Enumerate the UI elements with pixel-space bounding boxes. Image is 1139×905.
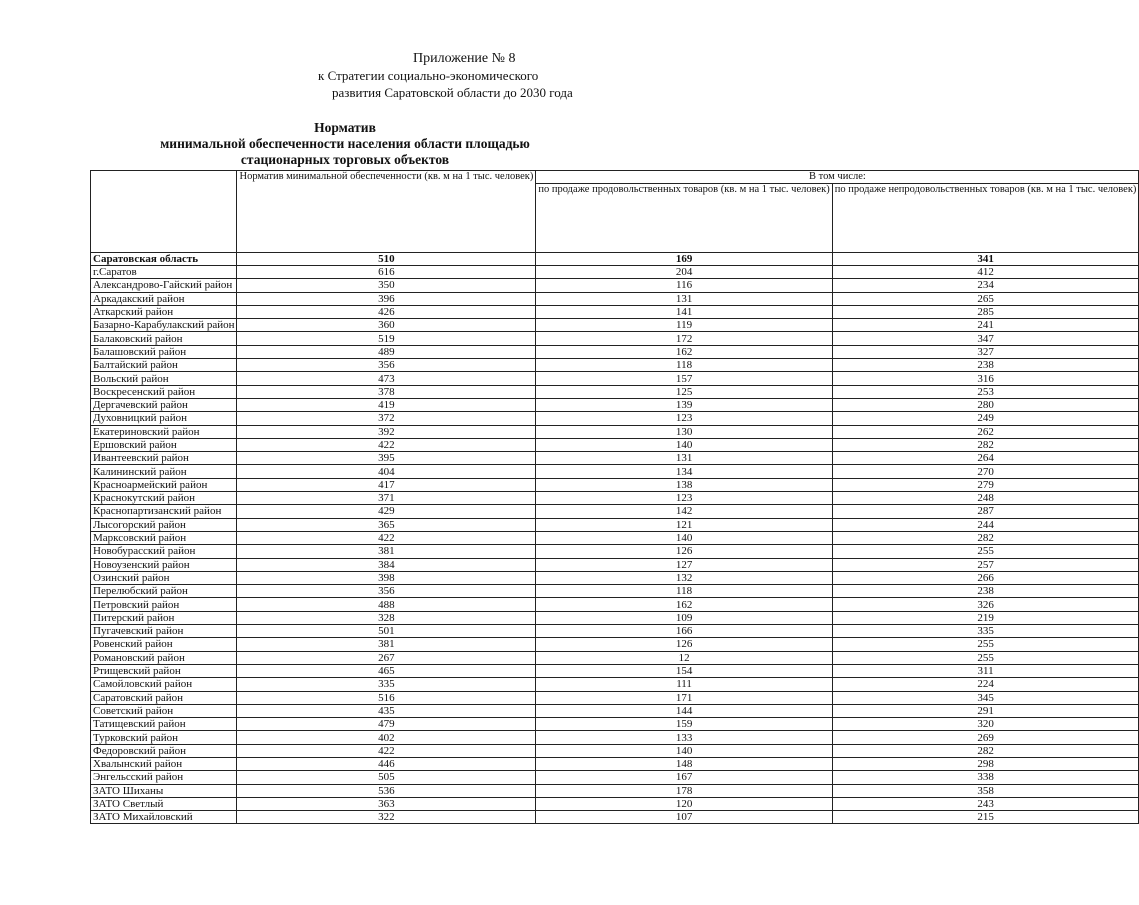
cell-norm: 489 [237,345,536,358]
table-row [91,771,1139,784]
cell-norm: 422 [237,438,536,451]
title-line-2: минимальной обеспеченности населения области площадью [160,136,530,151]
table-row [91,438,1139,451]
cell-nonfood: 238 [832,359,1139,372]
total-nonfood: 341 [832,253,1139,266]
cell-nonfood: 287 [832,505,1139,518]
table-row [91,664,1139,677]
cell-name: Краснопартизанский район [91,505,237,518]
cell-name: г.Саратов [91,266,237,279]
cell-nonfood: 215 [832,811,1139,824]
table-row [91,797,1139,810]
cell-name: Турковский район [91,731,237,744]
header-region-column [91,171,237,253]
cell-name: Аркадакский район [91,292,237,305]
cell-nonfood: 266 [832,571,1139,584]
cell-norm: 505 [237,771,536,784]
cell-name: Александрово-Гайский район [91,279,237,292]
table-row [91,678,1139,691]
cell-norm: 322 [237,811,536,824]
cell-norm: 356 [237,585,536,598]
cell-norm: 404 [237,465,536,478]
cell-nonfood: 282 [832,438,1139,451]
cell-name: Лысогорский район [91,518,237,531]
cell-food: 107 [536,811,832,824]
table-row [91,372,1139,385]
cell-norm: 402 [237,731,536,744]
cell-nonfood: 335 [832,625,1139,638]
table-row [91,505,1139,518]
cell-name: Питерский район [91,611,237,624]
cell-nonfood: 311 [832,664,1139,677]
cell-norm: 488 [237,598,536,611]
cell-nonfood: 249 [832,412,1139,425]
title-line-3: стационарных торговых объектов [240,152,450,167]
cell-name: Вольский район [91,372,237,385]
header-including: В том числе: [536,171,1139,184]
cell-nonfood: 253 [832,385,1139,398]
table-row [91,332,1139,345]
cell-name: Калининский район [91,465,237,478]
total-food: 169 [536,253,832,266]
cell-name: ЗАТО Михайловский [91,811,237,824]
cell-nonfood: 298 [832,757,1139,770]
cell-norm: 422 [237,531,536,544]
cell-food: 140 [536,744,832,757]
cell-food: 134 [536,465,832,478]
cell-norm: 267 [237,651,536,664]
cell-name: Воскресенский район [91,385,237,398]
table-row [91,691,1139,704]
table-row [91,465,1139,478]
cell-name: Балаковский район [91,332,237,345]
table-row [91,638,1139,651]
table-row [91,279,1139,292]
cell-nonfood: 269 [832,731,1139,744]
cell-nonfood: 234 [832,279,1139,292]
table-row [91,704,1139,717]
cell-norm: 395 [237,452,536,465]
cell-nonfood: 255 [832,638,1139,651]
table-row [91,292,1139,305]
table-row [91,452,1139,465]
cell-name: Перелюбский район [91,585,237,598]
cell-nonfood: 224 [832,678,1139,691]
cell-food: 172 [536,332,832,345]
table-row [91,744,1139,757]
cell-nonfood: 358 [832,784,1139,797]
cell-food: 118 [536,359,832,372]
cell-nonfood: 291 [832,704,1139,717]
cell-nonfood: 243 [832,797,1139,810]
cell-name: Краснокутский район [91,492,237,505]
table-row [91,412,1139,425]
table-row [91,731,1139,744]
cell-norm: 381 [237,638,536,651]
table-row [91,345,1139,358]
cell-nonfood: 219 [832,611,1139,624]
cell-name: Новоузенский район [91,558,237,571]
cell-food: 126 [536,638,832,651]
cell-name: ЗАТО Светлый [91,797,237,810]
cell-norm: 516 [237,691,536,704]
cell-nonfood: 282 [832,744,1139,757]
cell-food: 12 [536,651,832,664]
cell-norm: 392 [237,425,536,438]
cell-food: 111 [536,678,832,691]
cell-food: 123 [536,412,832,425]
table-row [91,585,1139,598]
cell-food: 178 [536,784,832,797]
cell-norm: 519 [237,332,536,345]
table-row [91,518,1139,531]
cell-name: Советский район [91,704,237,717]
cell-nonfood: 244 [832,518,1139,531]
table-row [91,558,1139,571]
table-row [91,611,1139,624]
cell-food: 125 [536,385,832,398]
cell-norm: 422 [237,744,536,757]
table-row [91,478,1139,491]
cell-food: 119 [536,319,832,332]
cell-name: Красноармейский район [91,478,237,491]
cell-food: 132 [536,571,832,584]
cell-nonfood: 238 [832,585,1139,598]
cell-name: Новобурасский район [91,545,237,558]
cell-name: Дергачевский район [91,398,237,411]
table-row [91,811,1139,824]
cell-nonfood: 241 [832,319,1139,332]
cell-food: 142 [536,505,832,518]
cell-norm: 363 [237,797,536,810]
table-row [91,625,1139,638]
cell-norm: 616 [237,266,536,279]
table-row [91,571,1139,584]
cell-nonfood: 248 [832,492,1139,505]
cell-name: Ивантеевский район [91,452,237,465]
cell-food: 131 [536,292,832,305]
cell-nonfood: 316 [832,372,1139,385]
table-header-row [91,171,1139,184]
cell-norm: 473 [237,372,536,385]
cell-name: Аткарский район [91,305,237,318]
table-row [91,651,1139,664]
cell-nonfood: 320 [832,718,1139,731]
cell-food: 130 [536,425,832,438]
total-name: Саратовская область [91,253,237,266]
cell-food: 139 [536,398,832,411]
cell-food: 154 [536,664,832,677]
cell-food: 166 [536,625,832,638]
header-nonfood: по продаже непродовольственных товаров (кв. м на 1 тыс. человек) [832,184,1139,253]
cell-norm: 446 [237,757,536,770]
cell-nonfood: 265 [832,292,1139,305]
cell-norm: 350 [237,279,536,292]
cell-norm: 501 [237,625,536,638]
cell-food: 162 [536,598,832,611]
document-title [60,120,630,168]
cell-norm: 356 [237,359,536,372]
header-norm: Норматив минимальной обеспеченности (кв. м на 1 тыс. человек) [237,171,536,253]
cell-norm: 417 [237,478,536,491]
cell-name: Хвалынский район [91,757,237,770]
cell-nonfood: 285 [832,305,1139,318]
table-row-total [91,253,1139,266]
table-body [91,253,1139,824]
cell-norm: 435 [237,704,536,717]
table-row [91,319,1139,332]
cell-nonfood: 345 [832,691,1139,704]
cell-name: Ртищевский район [91,664,237,677]
title-line-1: Норматив [314,120,376,135]
table-row [91,757,1139,770]
cell-name: Федоровский район [91,744,237,757]
cell-norm: 372 [237,412,536,425]
cell-food: 126 [536,545,832,558]
table-row [91,385,1139,398]
cell-nonfood: 255 [832,651,1139,664]
cell-nonfood: 280 [832,398,1139,411]
cell-name: Саратовский район [91,691,237,704]
cell-norm: 429 [237,505,536,518]
appendix-header [318,50,608,101]
cell-food: 144 [536,704,832,717]
cell-food: 140 [536,438,832,451]
table-row [91,492,1139,505]
cell-nonfood: 347 [832,332,1139,345]
cell-food: 167 [536,771,832,784]
cell-food: 109 [536,611,832,624]
total-norm: 510 [237,253,536,266]
appendix-number: Приложение № 8 [413,51,516,66]
cell-name: Балтайский район [91,359,237,372]
cell-nonfood: 264 [832,452,1139,465]
table-row [91,266,1139,279]
table-row [91,425,1139,438]
cell-food: 162 [536,345,832,358]
cell-norm: 536 [237,784,536,797]
cell-name: Ершовский район [91,438,237,451]
cell-nonfood: 338 [832,771,1139,784]
cell-norm: 419 [237,398,536,411]
cell-food: 138 [536,478,832,491]
cell-norm: 381 [237,545,536,558]
cell-norm: 378 [237,385,536,398]
table-row [91,359,1139,372]
cell-name: Духовницкий район [91,412,237,425]
cell-food: 120 [536,797,832,810]
cell-norm: 479 [237,718,536,731]
cell-nonfood: 270 [832,465,1139,478]
cell-norm: 371 [237,492,536,505]
table-row [91,784,1139,797]
cell-name: Энгельсский район [91,771,237,784]
appendix-reference-cont: развития Саратовской области до 2030 года [332,85,573,100]
cell-food: 121 [536,518,832,531]
norms-table [90,170,1139,824]
cell-name: Марксовский район [91,531,237,544]
cell-food: 204 [536,266,832,279]
cell-nonfood: 326 [832,598,1139,611]
cell-norm: 426 [237,305,536,318]
cell-food: 157 [536,372,832,385]
cell-food: 133 [536,731,832,744]
cell-name: Балашовский район [91,345,237,358]
cell-norm: 360 [237,319,536,332]
table-row [91,545,1139,558]
cell-name: Ровенский район [91,638,237,651]
cell-food: 159 [536,718,832,731]
cell-nonfood: 262 [832,425,1139,438]
cell-norm: 465 [237,664,536,677]
cell-food: 141 [536,305,832,318]
cell-nonfood: 255 [832,545,1139,558]
cell-name: Петровский район [91,598,237,611]
cell-food: 116 [536,279,832,292]
table-row [91,598,1139,611]
cell-nonfood: 282 [832,531,1139,544]
table-row [91,718,1139,731]
cell-food: 131 [536,452,832,465]
cell-food: 171 [536,691,832,704]
cell-food: 118 [536,585,832,598]
cell-name: Екатериновский район [91,425,237,438]
appendix-reference: к Стратегии социально-экономического [318,68,539,83]
cell-norm: 328 [237,611,536,624]
cell-name: Самойловский район [91,678,237,691]
cell-nonfood: 327 [832,345,1139,358]
cell-name: Пугачевский район [91,625,237,638]
cell-food: 140 [536,531,832,544]
table-row [91,531,1139,544]
cell-food: 123 [536,492,832,505]
cell-name: ЗАТО Шиханы [91,784,237,797]
table-row [91,398,1139,411]
cell-name: Базарно-Карабулакский район [91,319,237,332]
table-row [91,305,1139,318]
cell-name: Романовский район [91,651,237,664]
cell-nonfood: 412 [832,266,1139,279]
cell-name: Татищевский район [91,718,237,731]
cell-norm: 384 [237,558,536,571]
cell-name: Озинский район [91,571,237,584]
cell-nonfood: 279 [832,478,1139,491]
header-food: по продаже продовольственных товаров (кв. м на 1 тыс. человек) [536,184,832,253]
cell-food: 148 [536,757,832,770]
cell-nonfood: 257 [832,558,1139,571]
cell-norm: 396 [237,292,536,305]
cell-norm: 365 [237,518,536,531]
cell-norm: 398 [237,571,536,584]
cell-food: 127 [536,558,832,571]
cell-norm: 335 [237,678,536,691]
